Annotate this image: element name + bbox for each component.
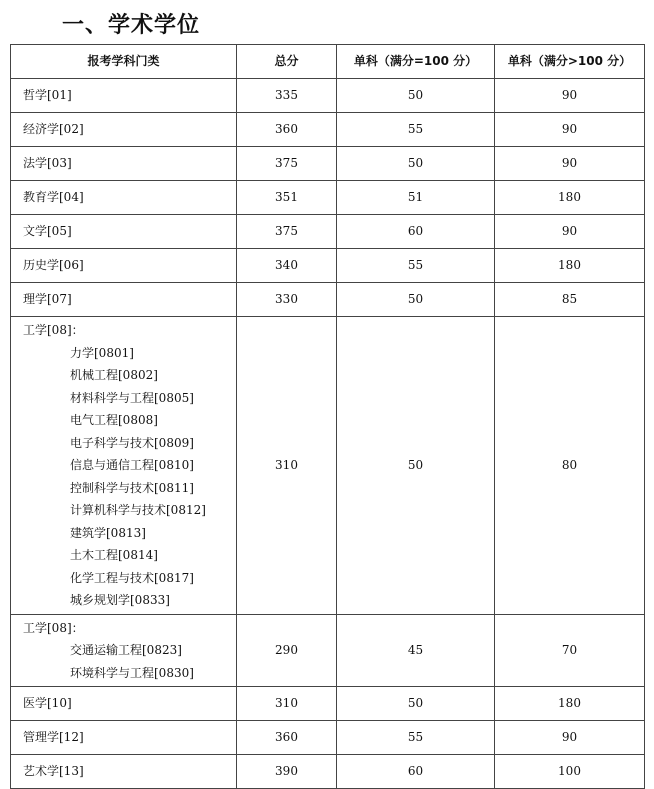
subcategory-item: 环境科学与工程[0830] [70,665,194,680]
table-header-row [11,45,645,79]
row-total: 351 [237,181,337,215]
row-single-over-100: 90 [495,113,645,147]
row-single-over-100: 90 [495,79,645,113]
score-table [10,44,645,789]
table-row [11,181,645,215]
table-row [11,755,645,789]
row-category: 医学[10] [11,687,237,721]
table-row [11,614,645,687]
row-total: 335 [237,79,337,113]
row-single-100: 50 [337,687,495,721]
table-row [11,249,645,283]
header-single-over-100: 单科（满分>100 分） [495,45,645,79]
row-single-over-100: 180 [495,249,645,283]
subcategory-item: 土木工程[0814] [70,548,158,562]
row-category-group [11,614,237,687]
header-single-100: 单科（满分=100 分） [337,45,495,79]
header-category: 报考学科门类 [11,45,237,79]
row-total: 340 [237,249,337,283]
row-single-100: 50 [337,283,495,317]
table-row [11,283,645,317]
row-single-over-100: 70 [495,614,645,687]
row-total: 360 [237,721,337,755]
row-single-100: 60 [337,755,495,789]
row-category: 艺术学[13] [11,755,237,789]
row-single-100: 55 [337,721,495,755]
page-title: 一、学术学位 [62,13,201,38]
row-category: 理学[07] [11,283,237,317]
table-row [11,215,645,249]
row-single-over-100: 90 [495,721,645,755]
subcategory-item: 控制科学与技术[0811] [70,480,194,495]
subcategory-item: 机械工程[0802] [70,368,158,382]
subcategory-item: 信息与通信工程[0810] [70,458,194,472]
row-single-100: 55 [337,113,495,147]
table-row [11,317,645,615]
table-row [11,113,645,147]
row-single-over-100: 90 [495,215,645,249]
row-category: 经济学[02] [11,113,237,147]
row-total: 310 [237,317,337,615]
row-category: 文学[05] [11,215,237,249]
row-single-over-100: 100 [495,755,645,789]
row-total: 375 [237,215,337,249]
subcategory-item: 力学[0801] [70,345,134,360]
row-category-group [11,317,237,615]
row-single-100: 50 [337,79,495,113]
subcategory-list [23,342,236,612]
subcategory-item: 建筑学[0813] [70,525,146,540]
row-single-100: 51 [337,181,495,215]
row-total: 290 [237,614,337,687]
row-category: 工学[08]： [23,323,84,337]
subcategory-list [23,639,236,684]
row-total: 330 [237,283,337,317]
row-single-100: 50 [337,317,495,615]
row-category: 历史学[06] [11,249,237,283]
row-total: 360 [237,113,337,147]
row-single-over-100: 85 [495,283,645,317]
row-category: 哲学[01] [11,79,237,113]
table-row [11,687,645,721]
row-total: 390 [237,755,337,789]
row-single-100: 45 [337,614,495,687]
row-single-over-100: 90 [495,147,645,181]
row-single-100: 60 [337,215,495,249]
row-single-over-100: 80 [495,317,645,615]
row-category: 工学[08]： [23,620,84,635]
row-total: 310 [237,687,337,721]
row-total: 375 [237,147,337,181]
subcategory-item: 化学工程与技术[0817] [70,570,194,585]
row-single-over-100: 180 [495,687,645,721]
table-row [11,721,645,755]
header-total: 总分 [237,45,337,79]
table-row [11,79,645,113]
subcategory-item: 城乡规划学[0833] [70,593,170,607]
row-category: 管理学[12] [11,721,237,755]
subcategory-item: 电气工程[0808] [70,413,158,427]
subcategory-item: 交通运输工程[0823] [70,643,182,657]
subcategory-item: 计算机科学与技术[0812] [70,503,206,517]
subcategory-item: 电子科学与技术[0809] [70,435,194,450]
row-single-100: 55 [337,249,495,283]
table-row [11,147,645,181]
row-category: 法学[03] [11,147,237,181]
row-single-over-100: 180 [495,181,645,215]
subcategory-item: 材料科学与工程[0805] [70,390,194,405]
row-single-100: 50 [337,147,495,181]
row-category: 教育学[04] [11,181,237,215]
